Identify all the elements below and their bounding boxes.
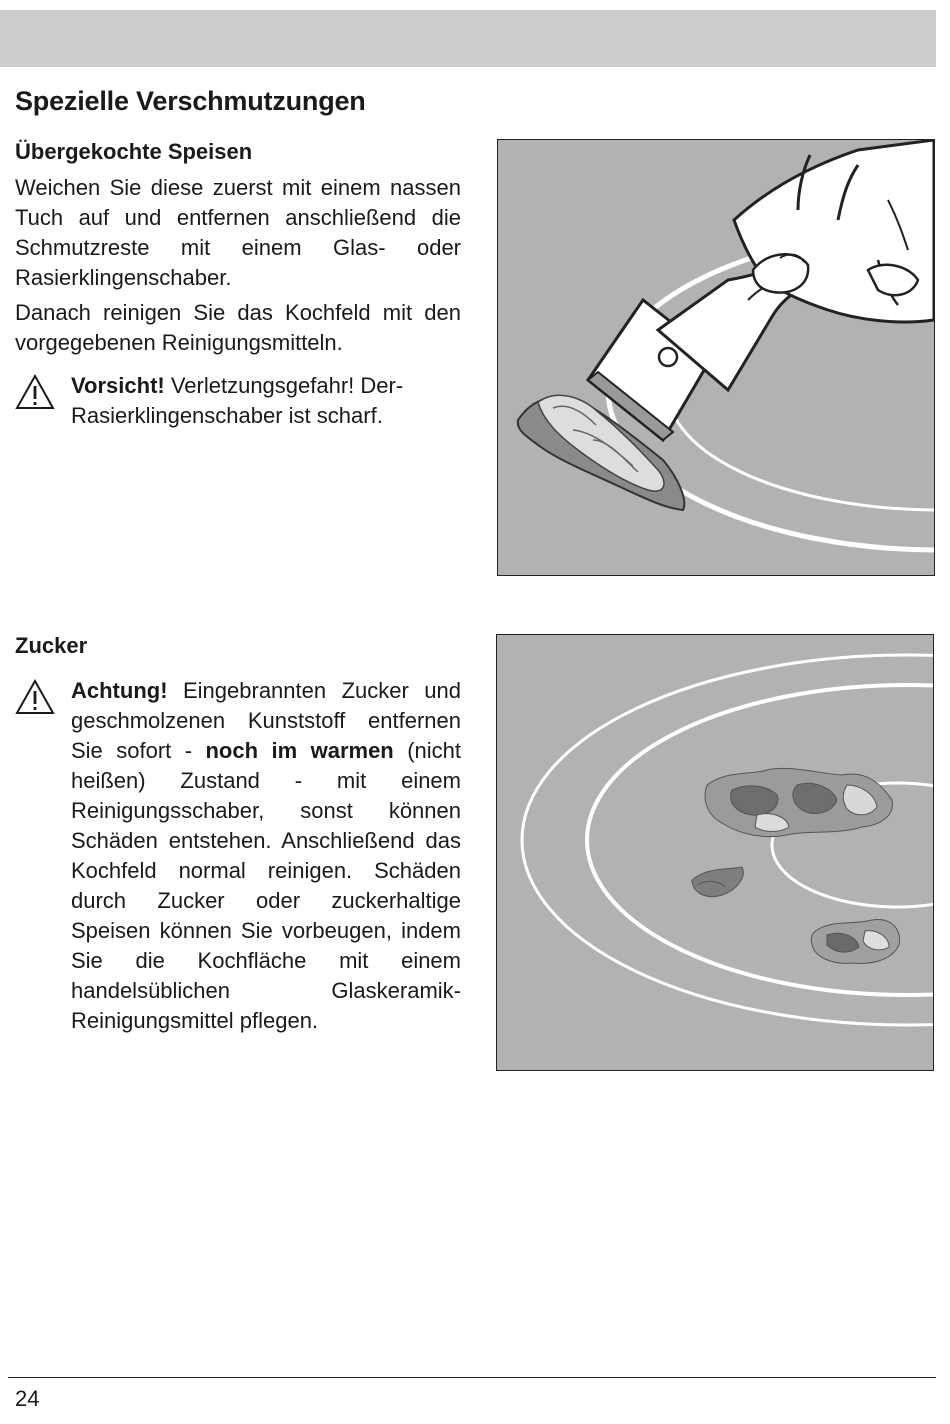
warning-label: Achtung! — [71, 678, 168, 703]
illustration-scraper — [497, 139, 935, 576]
warning-label: Vorsicht! — [71, 373, 165, 398]
scraper-illustration — [498, 140, 934, 575]
paragraph-clean: Danach reinigen Sie das Kochfeld mit den vorgegebenen Reinigungsmitteln. — [15, 300, 461, 355]
footer-rule — [8, 1377, 936, 1378]
page-number: 24 — [15, 1386, 40, 1411]
warning-sugar-text-a: Eingebrannten Zucker und geschmolzenen Kunststoff entfernen Sie sofort - — [71, 678, 461, 763]
sugar-illustration — [497, 635, 933, 1070]
warning-sugar-text-b: (nicht heißen) Zustand - mit einem Reinigungsschaber, sonst können Schäden entstehen. Anschließend das Kochfeld normal reinigen. Schäden durch Zucker oder zuckerhaltige Speisen können Sie vorbeugen, indem Sie die Kochfläche mit einem handelsüblichen Glaskeramik-Reinigungsmittel pflegen. — [71, 738, 461, 1033]
illustration-sugar — [496, 634, 934, 1071]
header-bar — [0, 10, 936, 67]
section-heading-sugar: Zucker — [15, 633, 88, 658]
warning-scraper-text: Verletzungsgefahr! Der-Rasierklingenschaber ist scharf. — [71, 373, 404, 428]
section-heading-overcooked: Übergekochte Speisen — [15, 139, 253, 164]
warning-icon — [15, 679, 55, 715]
page-title: Spezielle Verschmutzungen — [15, 86, 366, 116]
warning-scraper — [71, 371, 463, 431]
warning-sugar — [71, 676, 461, 1036]
paragraph-soak: Weichen Sie diese zuerst mit einem nassen Tuch auf und entfernen anschließend die Schmutzreste mit einem Glas- oder Rasierklingenschaber. — [15, 175, 461, 290]
warning-sugar-emphasis: noch im warmen — [205, 738, 394, 763]
warning-icon — [15, 374, 55, 410]
